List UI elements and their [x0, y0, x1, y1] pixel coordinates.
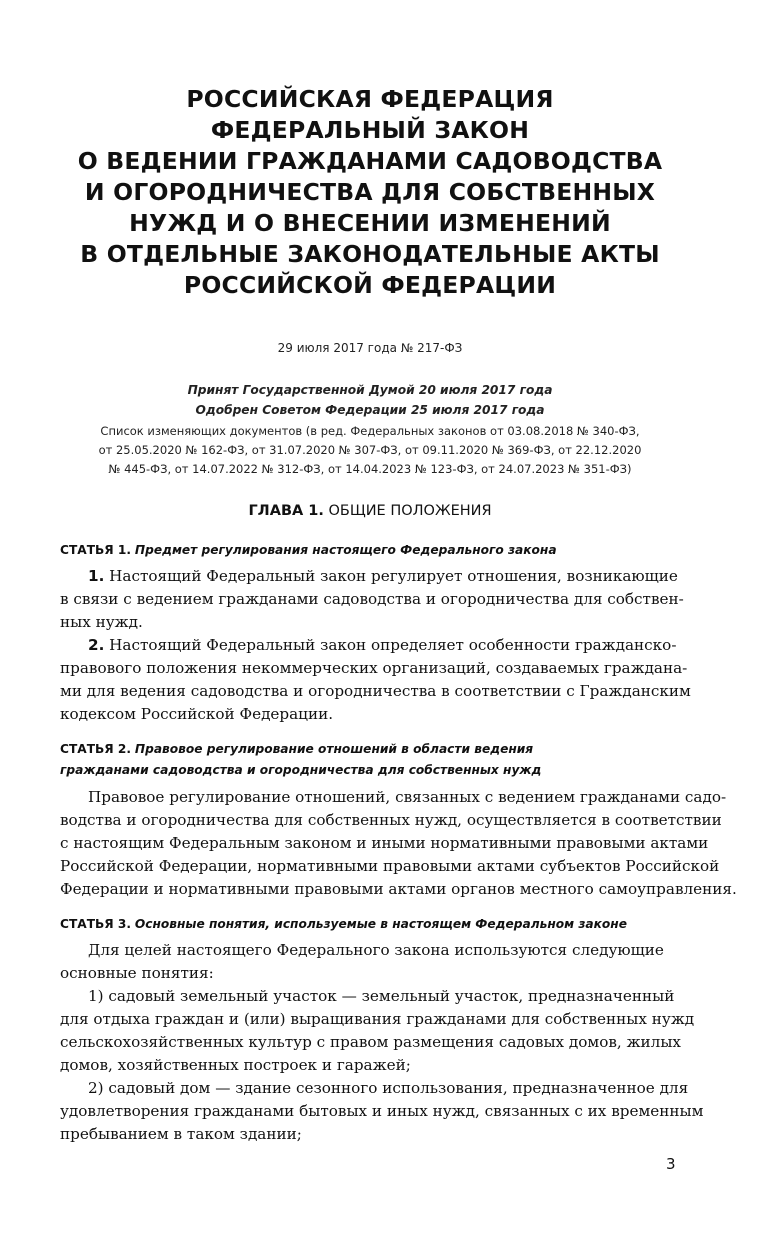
- article-2-title-line: гражданами садоводства и огородничества для собственных нужд: [60, 763, 542, 777]
- text-line: пребыванием в таком здании;: [60, 1125, 302, 1143]
- amendments-line: Список изменяющих документов (в ред. Федеральных законов от 03.08.2018 № 340-ФЗ,: [100, 424, 640, 438]
- approved-federation-council: Одобрен Советом Федерации 25 июля 2017 года: [195, 403, 545, 417]
- article-1-title: Предмет регулирования настоящего Федерального закона: [134, 543, 557, 557]
- article-3-heading: [60, 914, 700, 935]
- article-3-intro: [60, 939, 680, 985]
- article-1-paragraph-1: [60, 565, 684, 634]
- text-line: домов, хозяйственных построек и гаражей;: [60, 1056, 411, 1074]
- text-line: Настоящий Федеральный закон регулирует отношения, возникающие: [109, 567, 678, 585]
- article-1-heading: [60, 540, 700, 561]
- chapter-heading: [0, 503, 740, 519]
- title-line: И ОГОРОДНИЧЕСТВА ДЛЯ СОБСТВЕННЫХ: [84, 178, 656, 206]
- text-line: с настоящим Федеральным законом и иными нормативными правовыми актами: [60, 834, 709, 852]
- article-1-label: СТАТЬЯ 1.: [60, 543, 132, 557]
- text-line: Настоящий Федеральный закон определяет особенности гражданско-: [109, 636, 677, 654]
- paragraph-number: 1.: [88, 567, 105, 585]
- article-2-paragraph: [60, 786, 737, 901]
- amendments-list: [64, 422, 676, 479]
- text-line: в связи с ведением гражданами садоводства и огородничества для собствен-: [60, 590, 684, 608]
- article-2-title-line: Правовое регулирование отношений в области ведения: [134, 742, 534, 756]
- text-line: Российской Федерации, нормативными правовыми актами субъектов Российской: [60, 857, 720, 875]
- adopted-duma: Принят Государственной Думой 20 июля 2017 года: [187, 383, 553, 397]
- article-3-item-2: [60, 1077, 704, 1146]
- text-line: удовлетворения гражданами бытовых и иных нужд, связанных с их временным: [60, 1102, 704, 1120]
- adoption-info: [0, 380, 740, 420]
- title-line: О ВЕДЕНИИ ГРАЖДАНАМИ САДОВОДСТВА: [77, 147, 663, 175]
- text-line: сельскохозяйственных культур с правом размещения садовых домов, жилых: [60, 1033, 681, 1051]
- document-title: [60, 84, 680, 301]
- text-line: Правовое регулирование отношений, связанных с ведением гражданами садо-: [88, 788, 727, 806]
- law-date-number: 29 июля 2017 года № 217-ФЗ: [277, 341, 463, 355]
- article-3-item-1: [60, 985, 695, 1077]
- chapter-title: ОБЩИЕ ПОЛОЖЕНИЯ: [328, 503, 492, 519]
- text-line: для отдыха граждан и (или) выращивания гражданами для собственных нужд: [60, 1010, 695, 1028]
- title-line: НУЖД И О ВНЕСЕНИИ ИЗМЕНЕНИЙ: [129, 209, 611, 237]
- text-line: 2) садовый дом — здание сезонного использования, предназначенное для: [88, 1079, 689, 1097]
- title-line: В ОТДЕЛЬНЫЕ ЗАКОНОДАТЕЛЬНЫЕ АКТЫ: [80, 240, 660, 268]
- title-line: РОССИЙСКОЙ ФЕДЕРАЦИИ: [183, 271, 557, 299]
- text-line: 1) садовый земельный участок — земельный участок, предназначенный: [88, 987, 675, 1005]
- page-number: 3: [666, 1155, 676, 1173]
- text-line: основные понятия:: [60, 964, 214, 982]
- article-2-label: СТАТЬЯ 2.: [60, 742, 132, 756]
- text-line: водства и огородничества для собственных нужд, осуществляется в соответствии: [60, 811, 722, 829]
- article-1-paragraph-2: [60, 634, 691, 726]
- text-line: ных нужд.: [60, 613, 143, 631]
- text-line: правового положения некоммерческих организаций, создаваемых граждана-: [60, 659, 688, 677]
- amendments-line: № 445-ФЗ, от 14.07.2022 № 312-ФЗ, от 14.04.2023 № 123-ФЗ, от 24.07.2023 № 351-ФЗ): [108, 462, 632, 476]
- paragraph-number: 2.: [88, 636, 105, 654]
- text-line: Для целей настоящего Федерального закона используются следующие: [88, 941, 664, 959]
- text-line: ми для ведения садоводства и огородничества в соответствии с Гражданским: [60, 682, 691, 700]
- article-3-title: Основные понятия, используемые в настоящем Федеральном законе: [134, 917, 627, 931]
- article-2-heading: [60, 739, 700, 781]
- title-line: ФЕДЕРАЛЬНЫЙ ЗАКОН: [210, 116, 530, 144]
- amendments-line: от 25.05.2020 № 162-ФЗ, от 31.07.2020 № 307-ФЗ, от 09.11.2020 № 369-ФЗ, от 22.12.2020: [98, 443, 642, 457]
- title-line: РОССИЙСКАЯ ФЕДЕРАЦИЯ: [186, 85, 554, 113]
- chapter-label: ГЛАВА 1.: [248, 503, 324, 519]
- text-line: кодексом Российской Федерации.: [60, 705, 334, 723]
- article-3-label: СТАТЬЯ 3.: [60, 917, 132, 931]
- text-line: Федерации и нормативными правовыми актами органов местного самоуправления.: [60, 880, 737, 898]
